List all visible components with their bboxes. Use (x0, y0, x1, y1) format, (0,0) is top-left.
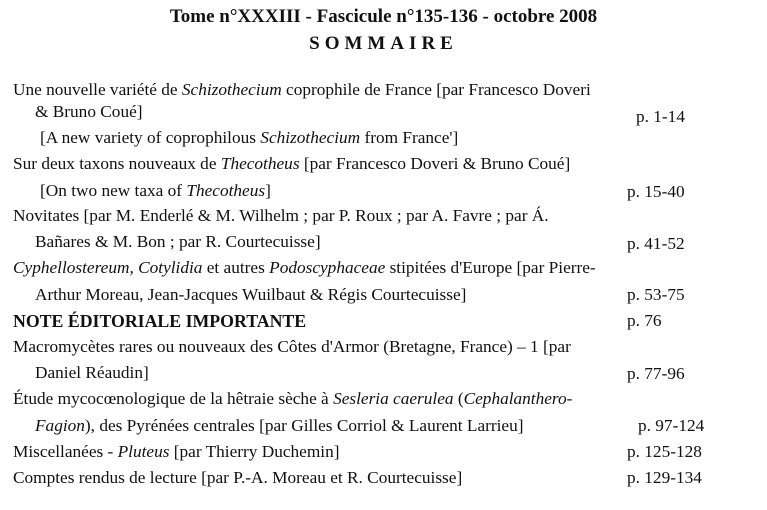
text: [A new variety of coprophilous (40, 128, 261, 147)
species-name: Sesleria caerulea (333, 389, 454, 408)
toc-entry-1-line-1 (13, 79, 591, 101)
alliance-name: Fagion (35, 416, 85, 435)
toc-entry-2-line-1 (13, 153, 570, 175)
text: from France'] (360, 128, 459, 147)
text: Une nouvelle variété de (13, 80, 182, 99)
toc-entry-3-page: p. 41-52 (627, 234, 685, 253)
toc-entry-6-line-2: Daniel Réaudin] (35, 363, 149, 382)
toc-entry-8-line-1 (13, 441, 339, 463)
toc-entry-1-line-2: & Bruno Coué] (35, 102, 143, 121)
genus-name: Cyphellostereum (13, 258, 130, 277)
toc-entry-5-title: NOTE ÉDITORIALE IMPORTANTE (13, 311, 307, 331)
genus-name: Pluteus (117, 442, 170, 461)
genus-name: Schizothecium (181, 80, 282, 99)
toc-entry-7-page: p. 97-124 (638, 416, 705, 435)
toc-entry-4-line-2: Arthur Moreau, Jean-Jacques Wuilbaut & Régis Courtecuisse] (35, 285, 467, 304)
toc-entry-2-translation (40, 180, 271, 202)
toc-entry-8-page: p. 125-128 (627, 442, 702, 461)
toc-entry-1-page: p. 1-14 (636, 107, 685, 126)
toc-entry-6-page: p. 77-96 (627, 364, 685, 383)
text: Sur deux taxons nouveaux de (13, 154, 221, 173)
toc-entry-9-page: p. 129-134 (627, 468, 702, 487)
toc-entry-2-page: p. 15-40 (627, 182, 685, 201)
text: ), des Pyrénées centrales [par Gilles Corriol & Laurent Larrieu] (84, 416, 524, 435)
text: et autres (202, 258, 270, 277)
genus-name: Cotylidia (138, 258, 203, 277)
genus-name: Thecotheus (186, 181, 266, 200)
toc-entry-6-line-1: Macromycètes rares ou nouveaux des Côtes d'Armor (Bretagne, France) – 1 [par (13, 337, 571, 356)
tome-fascicule-line: Tome n°XXXIII - Fascicule n°135-136 - octobre 2008 (169, 6, 598, 27)
text: [On two new taxa of (40, 181, 187, 200)
toc-entry-9-line-1: Comptes rendus de lecture [par P.-A. Moreau et R. Courtecuisse] (13, 468, 463, 487)
toc-entry-4-line-1 (13, 257, 596, 279)
genus-name: Schizothecium (260, 128, 361, 147)
text: Étude mycocœnologique de la hêtraie sèche à (13, 389, 334, 408)
text: , (129, 258, 139, 277)
toc-entry-1-translation (40, 127, 458, 149)
text: coprophile de France [par Francesco Doveri (281, 80, 591, 99)
text: ] (265, 181, 271, 200)
text: ( (453, 389, 464, 408)
toc-entry-7-line-1 (13, 388, 572, 410)
text: [par Thierry Duchemin] (169, 442, 340, 461)
sommaire-heading: SOMMAIRE (309, 33, 458, 54)
family-name: Podoscyphaceae (269, 258, 386, 277)
toc-entry-7-line-2 (35, 415, 524, 437)
text: Miscellanées - (13, 442, 118, 461)
text: [par Francesco Doveri & Bruno Coué] (299, 154, 571, 173)
toc-entry-5-page: p. 76 (627, 311, 662, 330)
text: stipitées d'Europe [par Pierre- (385, 258, 596, 277)
genus-name: Thecotheus (220, 154, 300, 173)
toc-entry-3-line-1: Novitates [par M. Enderlé & M. Wilhelm ; par P. Roux ; par A. Favre ; par Á. (13, 206, 549, 225)
toc-entry-4-page: p. 53-75 (627, 285, 685, 304)
toc-entry-3-line-2: Bañares & M. Bon ; par R. Courtecuisse] (35, 232, 321, 251)
alliance-name: Cephalanthero- (463, 389, 573, 408)
